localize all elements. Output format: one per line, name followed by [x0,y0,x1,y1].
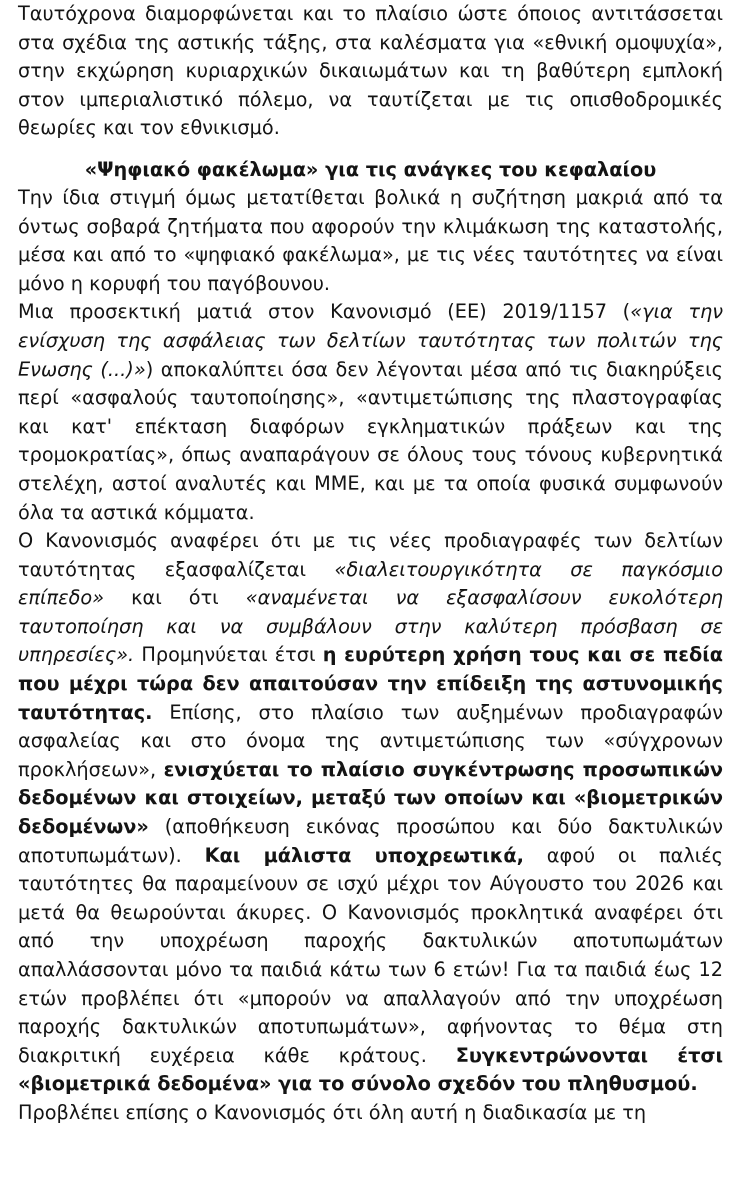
paragraph-text: και ότι [104,586,246,610]
italic-quote: «διαλειτουργικότητα σε παγκόσμιο επίπεδο» [18,557,723,610]
paragraph-text: Επίσης, στο πλαίσιο των αυξημένων προδιαγραφών ασφαλείας και στο όνομα της αντιμετώπισης των «σύγχρονων προκλήσεων», [18,700,723,781]
regulation-title-quote: «για την ενίσχυση της ασφάλειας των δελτίων ταυτότητας των πολιτών της Ενωσης (...)» [18,300,723,381]
paragraph-text: ) αποκαλύπτει όσα δεν λέγονται μέσα από τις διακηρύξεις περί «ασφαλούς ταυτοποίησης», «αντιμετώπισης της πλαστογραφίας και κατ' επέκταση διαφόρων εγκληματικών πράξεων και της τρομοκρατίας», όπως αναπαράγουν σε όλους τους τόνους κυβερνητικά στελέχη, αστοί αναλυτές και ΜΜΕ, και με τα οποία φυσικά συμφωνούν όλα τα αστικά κόμματα. [18,357,723,524]
bold-emphasis: Συγκεντρώνονται έτσι «βιομετρικά δεδομένα» για το σύνολο σχεδόν του πληθυσμού. [18,1043,723,1096]
bold-emphasis: ενισχύεται το πλαίσιο συγκέντρωσης προσωπικών δεδομένων και στοιχείων, μεταξύ των οποίων και «βιομετρικών δεδομένων» [18,757,723,839]
section-heading: «Ψηφιακό φακέλωμα» για τις ανάγκες του κεφαλαίου [84,157,657,181]
paragraph-biometric-data [18,527,723,1099]
paragraph-text: Ο Κανονισμός αναφέρει ότι με τις νέες προδιαγραφές των δελτίων ταυτότητας εξασφαλίζεται [18,529,723,581]
paragraph-text: (αποθήκευση εικόνας προσώπου και δύο δακτυλικών αποτυπωμάτων). [18,815,723,867]
paragraph-regulation-2019-1157 [18,298,723,527]
paragraph-text: αφού οι παλιές ταυτότητες θα παραμείνουν σε ισχύ μέχρι τον Αύγουστο του 2026 και μετά θα θεωρούνται άκυρες. Ο Κανονισμός προκλητικά αναφέρει ότι από την υποχρέωση παροχής δακτυλικών αποτυπωμάτων απαλλάσσονται μόνο τα παιδιά κάτω των 6 ετών! Για τα παιδιά έως 12 ετών προβλέπει ότι «μπορούν να απαλλαγούν από την υποχρέωση παροχής δακτυλικών αποτυπωμάτων», αφήνοντας το θέμα στη διακριτική ευχέρεια κάθε κράτους. [18,843,723,1067]
article-body [18,0,723,1128]
paragraph-cut-off: Προβλέπει επίσης ο Κανονισμός ότι όλη αυτή η διαδικασία με τη [18,1100,647,1124]
bold-emphasis: Και μάλιστα υποχρεωτικά, [204,843,525,867]
paragraph-text: Προμηνύεται έτσι [134,643,323,667]
paragraph-text: Μια προσεκτική ματιά στον Κανονισμό (ΕΕ) 2019/1157 ( [18,300,631,324]
paragraph-national-unity: Ταυτόχρονα διαμορφώνεται και το πλαίσιο ώστε όποιος αντιτάσσεται στα σχέδια της αστικής τάξης, στα καλέσματα για «εθνική ομοψυχία», στην εκχώρηση κυριαρχικών δικαιωμάτων και τη βαθύτερη εμπλοκή στον ιμπεριαλιστικό πόλεμο, να ταυτίζεται με τις οπισθοδρομικές θεωρίες και τον εθνικισμό. [18,2,723,140]
italic-quote: «αναμένεται να εξασφαλίσουν ευκολότερη ταυτοποίηση και να συμβάλουν στην καλύτερη πρόσβαση σε υπηρεσίες». [18,586,723,667]
paragraph-digital-filing: Την ίδια στιγμή όμως μετατίθεται βολικά η συζήτηση μακριά από τα όντως σοβαρά ζητήματα που αφορούν την κλιμάκωση της καταστολής, μέσα και από το «ψηφιακό φακέλωμα», με τις νέες ταυτότητες να είναι μόνο η κορυφή του παγόβουνου. [18,185,723,295]
bold-emphasis: η ευρύτερη χρήση τους και σε πεδία που μέχρι τώρα δεν απαιτούσαν την επίδειξη της αστυνομικής ταυτότητας. [18,643,723,724]
